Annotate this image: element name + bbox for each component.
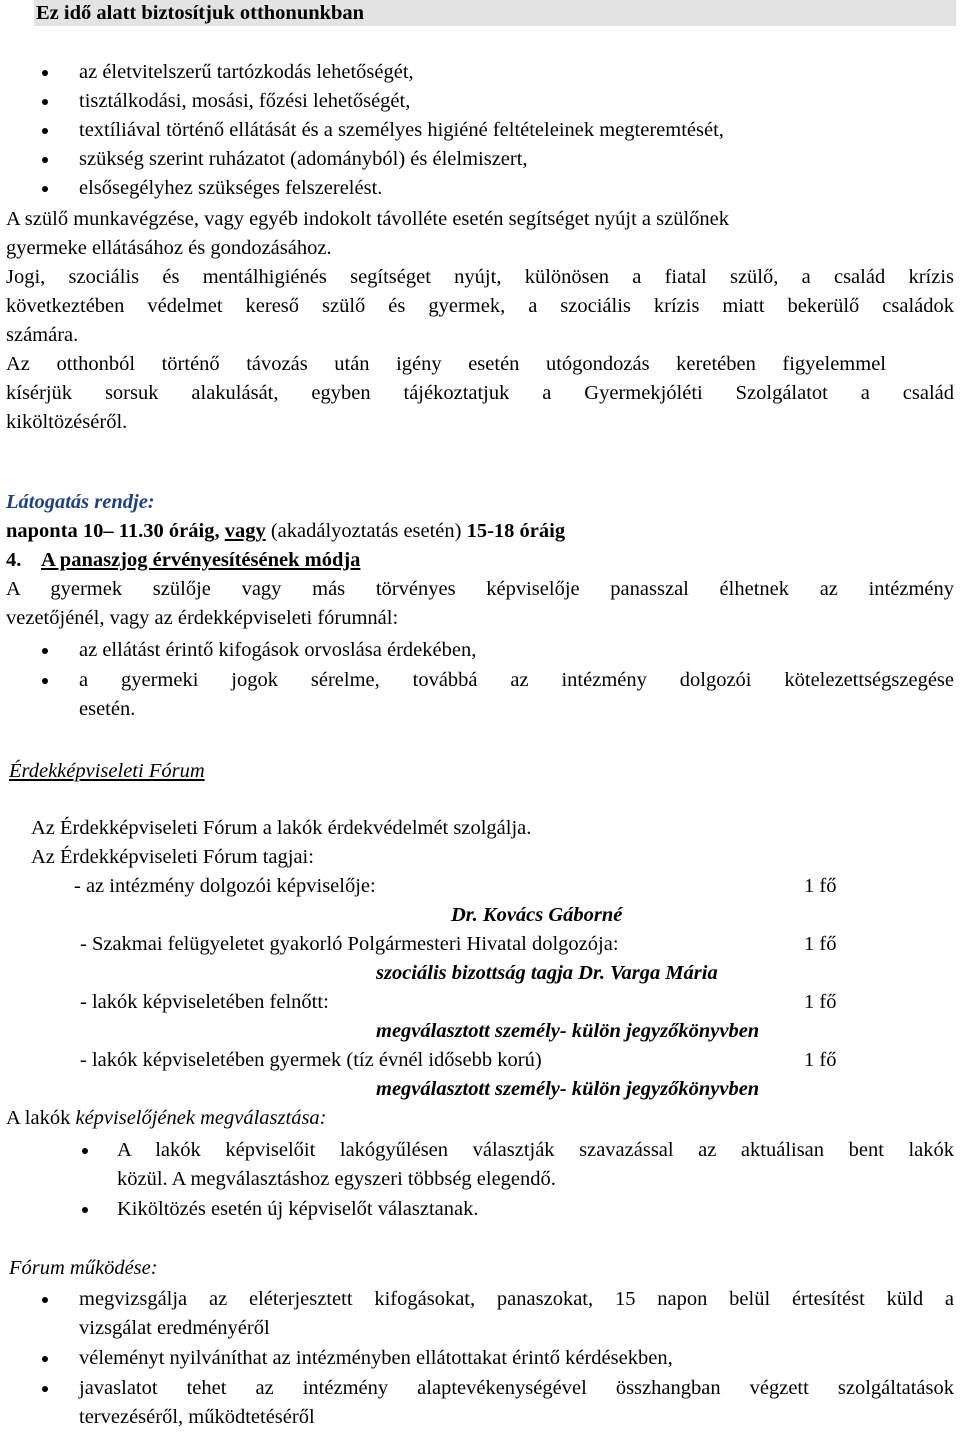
member-count: 1 fő (804, 991, 837, 1013)
list-item: tisztálkodási, mosási, főzési lehetőségét, (79, 90, 411, 112)
visiting-title: Látogatás rendje: (6, 491, 155, 513)
list-item: közül. A megválasztáshoz egyszeri többség elegendő. (117, 1168, 556, 1190)
list-item: esetén. (79, 698, 136, 720)
member-count: 1 fő (804, 1049, 837, 1071)
bullet-icon (42, 648, 48, 654)
paragraph-line: Az Érdekképviseleti Fórum a lakók érdekvédelmét szolgálja. (31, 817, 532, 839)
forum-title: Érdekképviseleti Fórum (9, 760, 205, 782)
member-role: - Szakmai felügyeletet gyakorló Polgármesteri Hivatal dolgozója: (80, 933, 619, 955)
member-role: - lakók képviseletében felnőtt: (80, 991, 329, 1013)
paragraph-line: A gyermek szülője vagy más törvényes képviselője panasszal élhetnek az intézmény (6, 578, 954, 600)
member-name: megválasztott személy- külön jegyzőkönyvben (376, 1020, 760, 1042)
bullet-icon (82, 1207, 88, 1213)
bullet-icon (42, 70, 48, 76)
paragraph-line: Az otthonból történő távozás után igény esetén utógondozás keretében figyelemmel (6, 353, 886, 375)
paragraph-line: vezetőjénél, vagy az érdekképviseleti fórumnál: (6, 607, 399, 629)
member-count: 1 fő (804, 933, 837, 955)
paragraph-line: kísérjük sorsuk alakulását, egyben tájékoztatjuk a Gyermekjóléti Szolgálatot a család (6, 382, 954, 404)
operation-title: Fórum működése: (9, 1257, 158, 1279)
list-item: textíliával történő ellátását és a személyes higiéné feltételeinek megteremtését, (79, 119, 724, 141)
bullet-icon (42, 157, 48, 163)
member-role: - lakók képviseletében gyermek (tíz évnél idősebb korú) (80, 1049, 542, 1071)
member-role: - az intézmény dolgozói képviselője: (74, 875, 376, 897)
bullet-icon (42, 128, 48, 134)
list-item: az ellátást érintő kifogások orvoslása érdekében, (79, 639, 477, 661)
paragraph-line: gyermeke ellátásához és gondozásához. (6, 237, 332, 259)
paragraph-line: Jogi, szociális és mentálhigiénés segítséget nyújt, különösen a fiatal szülő, a család krízis (6, 266, 954, 288)
list-item: tervezéséről, működtetéséről (79, 1406, 315, 1428)
complaint-number: 4. (6, 549, 22, 571)
list-item: A lakók képviselőit lakógyűlésen választják szavazással az aktuálisan bent lakók (117, 1139, 954, 1161)
list-item: a gyermeki jogok sérelme, továbbá az intézmény dolgozói kötelezettségszegése (79, 669, 954, 691)
list-item: vizsgálat eredményéről (79, 1317, 270, 1339)
paragraph-line: számára. (6, 324, 79, 346)
list-item: Kiköltözés esetén új képviselőt választanak. (117, 1198, 479, 1220)
election-title: A lakók képviselőjének megválasztása: (6, 1107, 327, 1129)
member-name: Dr. Kovács Gáborné (451, 904, 623, 926)
bullet-icon (42, 678, 48, 684)
member-name: megválasztott személy- külön jegyzőkönyvben (376, 1078, 760, 1100)
bullet-icon (42, 186, 48, 192)
bullet-icon (42, 1356, 48, 1362)
complaint-title: A panaszjog érvényesítésének módja (41, 549, 361, 571)
paragraph-line: kiköltözéséről. (6, 411, 128, 433)
list-item: véleményt nyilváníthat az intézményben ellátottakat érintő kérdésekben, (79, 1347, 673, 1369)
visiting-hours: naponta 10– 11.30 óráig, vagy (akadályoztatás esetén) 15-18 óráig (6, 520, 566, 542)
list-item: elsősegélyhez szükséges felszerelést. (79, 177, 383, 199)
member-count: 1 fő (804, 875, 837, 897)
list-item: szükség szerint ruházatot (adományból) és élelmiszert, (79, 148, 528, 170)
list-item: megvizsgálja az eléterjesztett kifogásokat, panaszokat, 15 napon belül értesítést küld a (79, 1288, 954, 1310)
paragraph-line: A szülő munkavégzése, vagy egyéb indokolt távolléte esetén segítséget nyújt a szülőnek (6, 208, 729, 230)
bullet-icon (82, 1148, 88, 1154)
paragraph-line: Az Érdekképviseleti Fórum tagjai: (31, 846, 314, 868)
bullet-icon (42, 1386, 48, 1392)
bullet-icon (42, 99, 48, 105)
member-name: szociális bizottság tagja Dr. Varga Mária (376, 962, 718, 984)
bullet-icon (42, 1297, 48, 1303)
list-item: javaslatot tehet az intézmény alaptevékenységével összhangban végzett szolgáltatások (79, 1377, 954, 1399)
section-heading: Ez idő alatt biztosítjuk otthonunkban (34, 0, 956, 26)
list-item: az életvitelszerű tartózkodás lehetőségét, (79, 61, 414, 83)
paragraph-line: következtében védelmet kereső szülő és gyermek, a szociális krízis miatt bekerülő családok (6, 295, 954, 317)
